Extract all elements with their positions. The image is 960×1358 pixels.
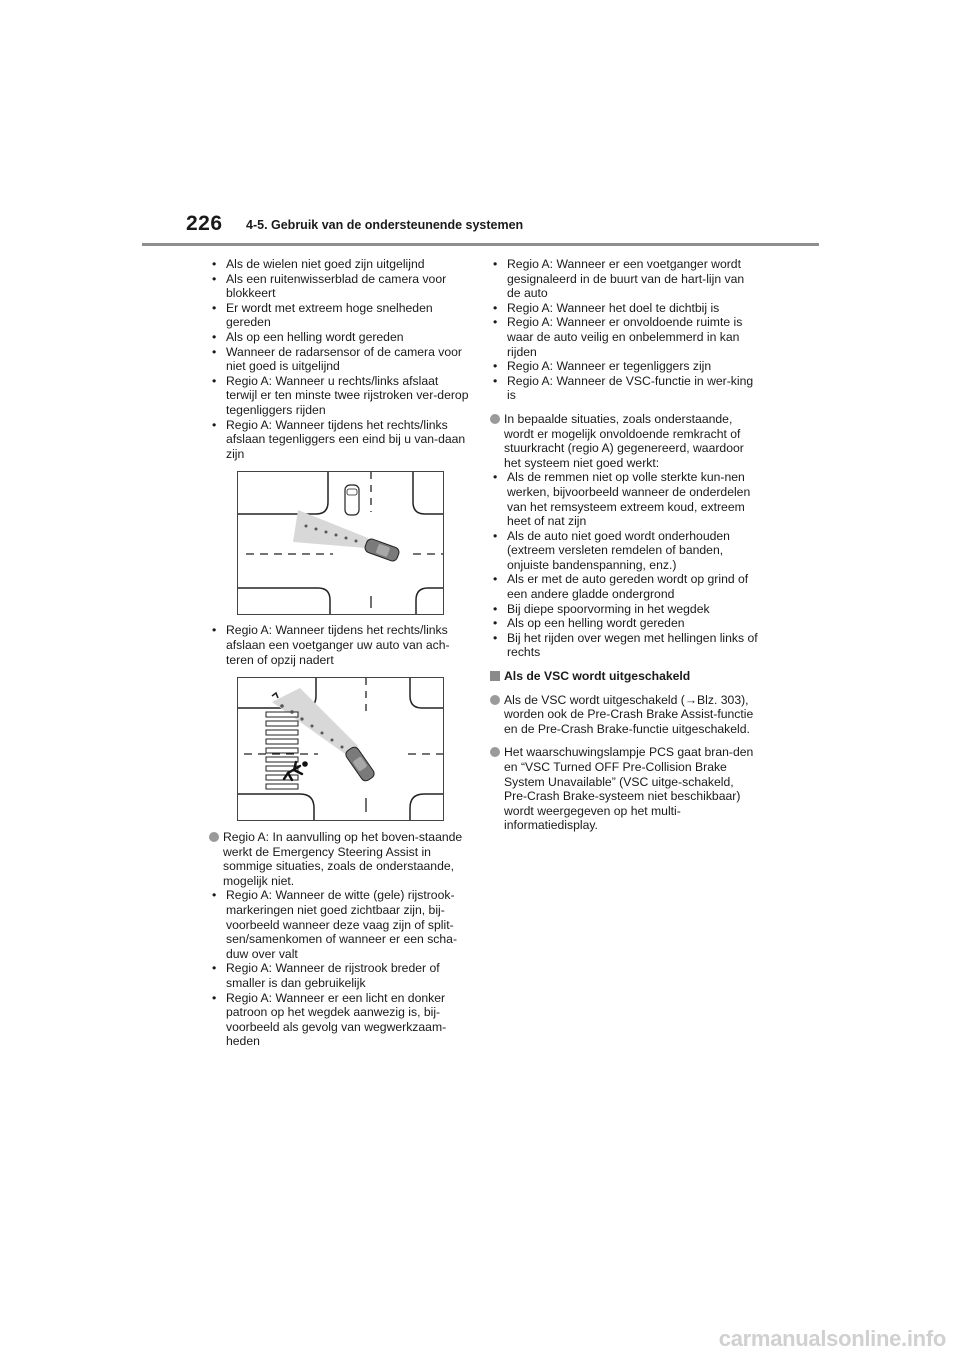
list-item: • Bij het rijden over wegen met hellingen links of rechts <box>490 631 760 660</box>
list-item: • Als de auto niet goed wordt onderhouden (extreem versleten remdelen of banden, onjuiste bandenspanning, enz.) <box>490 529 760 573</box>
circle-bullet-icon <box>490 747 500 757</box>
list-item: • Als de wielen niet goed zijn uitgelijnd <box>209 257 471 272</box>
list-item: • Als de remmen niet op volle sterkte kun-nen werken, bijvoorbeeld wanneer de onderdelen van het remsysteem extreem koud, extreem heet of nat zijn <box>490 470 760 528</box>
subheading-text: Als de VSC wordt uitgeschakeld <box>504 669 691 684</box>
list-item: • Bij diepe spoorvorming in het wegdek <box>490 602 760 617</box>
section-title: 4-5. Gebruik van de ondersteunende systemen <box>246 218 524 232</box>
header-divider <box>142 243 819 246</box>
square-bullet-icon <box>490 671 500 681</box>
list-item: • Regio A: Wanneer er een licht en donker patroon op het wegdek aanwezig is, bij-voorbeeld als gevolg van wegwerkzaam-heden <box>209 991 471 1049</box>
list-item: • Wanneer de radarsensor of de camera voor niet goed is uitgelijnd <box>209 345 471 374</box>
list-item: • Regio A: Wanneer de rijstrook breder of smaller is dan gebruikelijk <box>209 961 471 990</box>
list-item: • Regio A: Wanneer de witte (gele) rijstrook-markeringen niet goed zichtbaar zijn, bij-voorbeeld wanneer deze vaag zijn of split-sen/samenkomen of wanneer er een scha-duw over valt <box>209 888 471 961</box>
watermark: carmanualsonline.info <box>718 1326 946 1351</box>
circle-bullet-icon <box>490 414 500 424</box>
list-item: • Regio A: Wanneer er een voetganger wordt gesignaleerd in de buurt van de hart-lijn van de auto <box>490 257 760 301</box>
list-item: • Regio A: Wanneer er onvoldoende ruimte is waar de auto veilig en onbelemmerd in kan rijden <box>490 315 760 359</box>
list-item: • Regio A: Wanneer tijdens het rechts/links afslaan een voetganger uw auto van ach-teren of opzij nadert <box>209 623 471 667</box>
circle-bullet-icon <box>209 832 219 842</box>
left-column <box>209 257 471 1049</box>
circle-bullet-icon <box>490 695 500 705</box>
paragraph-text: Als de VSC wordt uitgeschakeld (→Blz. 303), worden ook de Pre-Crash Brake Assist-functie en de Pre-Crash Brake-functie uitgeschakeld. <box>504 692 754 736</box>
list-item: • Regio A: Wanneer de VSC-functie in wer-king is <box>490 374 760 403</box>
list-item: • Er wordt met extreem hoge snelheden gereden <box>209 301 471 330</box>
page-number: 226 <box>186 212 223 235</box>
list-item: • Regio A: Wanneer het doel te dichtbij is <box>490 301 760 316</box>
paragraph-text: Regio A: In aanvulling op het boven-staande werkt de Emergency Steering Assist in sommige situaties, zoals de onderstaande, mogelijk niet. <box>223 830 463 888</box>
subheading <box>490 669 760 684</box>
pedestrian-crossing-diagram <box>238 678 443 820</box>
list-item: • Regio A: Wanneer er tegenliggers zijn <box>490 359 760 374</box>
right-column <box>490 257 760 833</box>
oncoming-traffic-illustration <box>237 471 444 615</box>
intersection-diagram <box>238 472 443 614</box>
list-item: • Regio A: Wanneer u rechts/links afslaat terwijl er ten minste twee rijstroken ver-derop tegenliggers rijden <box>209 374 471 418</box>
circle-bullet-paragraph <box>490 412 760 470</box>
circle-bullet-paragraph <box>490 745 760 833</box>
pedestrian-illustration <box>237 677 444 821</box>
list-item: • Als op een helling wordt gereden <box>490 616 760 631</box>
list-item: • Als op een helling wordt gereden <box>209 330 471 345</box>
circle-bullet-paragraph <box>490 693 760 737</box>
circle-bullet-paragraph <box>209 830 471 888</box>
list-item: • Regio A: Wanneer tijdens het rechts/links afslaan tegenliggers een eind bij u van-daan zijn <box>209 418 471 462</box>
paragraph-text: Het waarschuwingslampje PCS gaat bran-den en “VSC Turned OFF Pre-Collision Brake System Unavailable” (VSC uitge-schakeld, Pre-Crash Brake-systeem niet beschikbaar) wordt weergegeven op het multi-informatiedisplay. <box>504 745 754 833</box>
list-item: • Als er met de auto gereden wordt op grind of een andere gladde ondergrond <box>490 572 760 601</box>
paragraph-text: In bepaalde situaties, zoals onderstaande, wordt er mogelijk onvoldoende remkracht of stuurkracht (regio A) gegenereerd, waardoor het systeem niet goed werkt: <box>504 411 744 470</box>
list-item: • Als een ruitenwisserblad de camera voor blokkeert <box>209 272 471 301</box>
